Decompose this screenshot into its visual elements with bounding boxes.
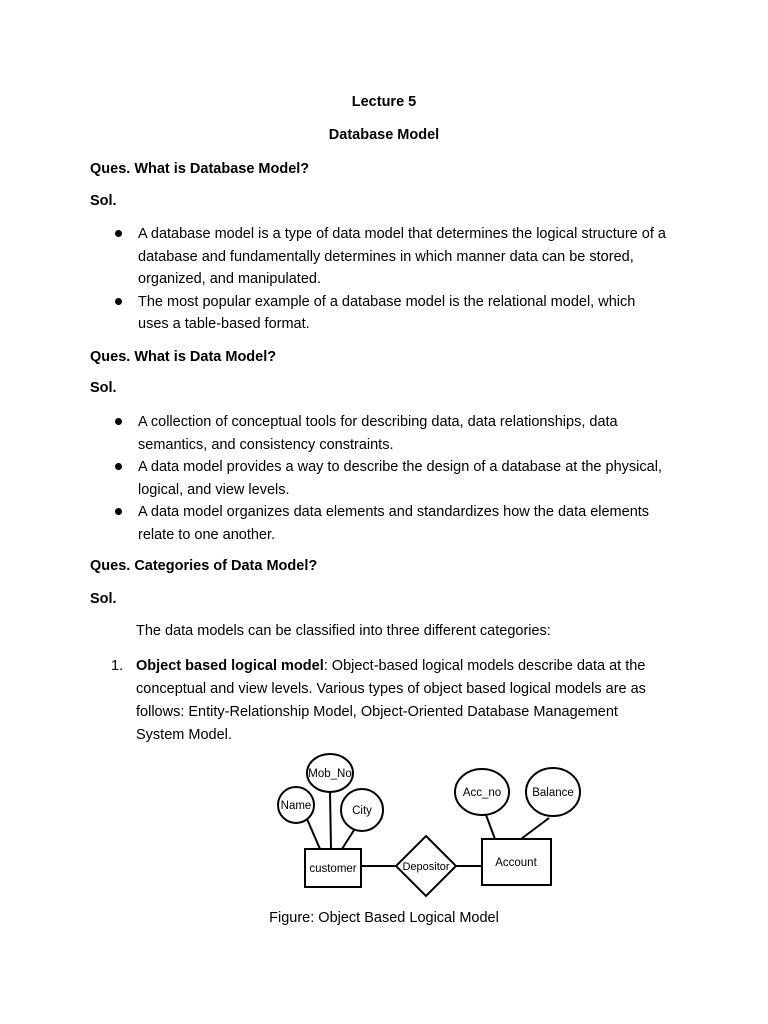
solution-label-1: Sol.: [90, 193, 117, 209]
categories-intro: The data models can be classified into three different categories:: [136, 623, 551, 639]
name-label: Name: [280, 800, 312, 812]
city-label: City: [352, 805, 372, 817]
figure-caption: Figure: Object Based Logical Model: [269, 910, 499, 926]
depositor-label: Depositor: [402, 861, 450, 873]
list-item: A data model provides a way to describe the design of a database at the physical, logical, and view levels.: [115, 456, 675, 501]
mob-no-link: [330, 792, 331, 849]
balance-label: Balance: [532, 787, 574, 799]
list-item: A collection of conceptual tools for describing data, data relationships, data semantics, and consistency constraints.: [115, 411, 675, 456]
question-1: Ques. What is Database Model?: [90, 161, 310, 177]
acc-no-label: Acc_no: [462, 787, 502, 799]
mob-no-label: Mob_No: [308, 768, 352, 780]
item-description: : Object-based logical models describe data at the conceptual and view levels. Various types of object based logical models are as follows: Entity-Relationship Model, Object-Oriented Database Management System Model.: [136, 658, 646, 743]
question-2: Ques. What is Data Model?: [90, 349, 277, 365]
account-label: Account: [495, 857, 537, 869]
item-number: 1.: [111, 658, 124, 674]
acc-no-link: [486, 815, 495, 839]
lecture-number: Lecture 5: [351, 94, 417, 110]
customer-label: customer: [309, 863, 357, 875]
list-item: The most popular example of a database model is the relational model, which uses a table-based format.: [115, 291, 690, 336]
solution-label-3: Sol.: [90, 591, 117, 607]
item-term: Object based logical model: [136, 658, 324, 674]
list-item: A data model organizes data elements and standardizes how the data elements relate to one another.: [115, 501, 675, 546]
name-link: [307, 819, 320, 849]
solution-label-2: Sol.: [90, 380, 117, 396]
question-3: Ques. Categories of Data Model?: [90, 558, 318, 574]
balance-link: [521, 818, 549, 839]
list-item: A database model is a type of data model that determines the logical structure of a database and fundamentally determines in which manner data can be stored, organized, and manipulated.: [115, 223, 690, 291]
page-title: Database Model: [328, 127, 440, 143]
